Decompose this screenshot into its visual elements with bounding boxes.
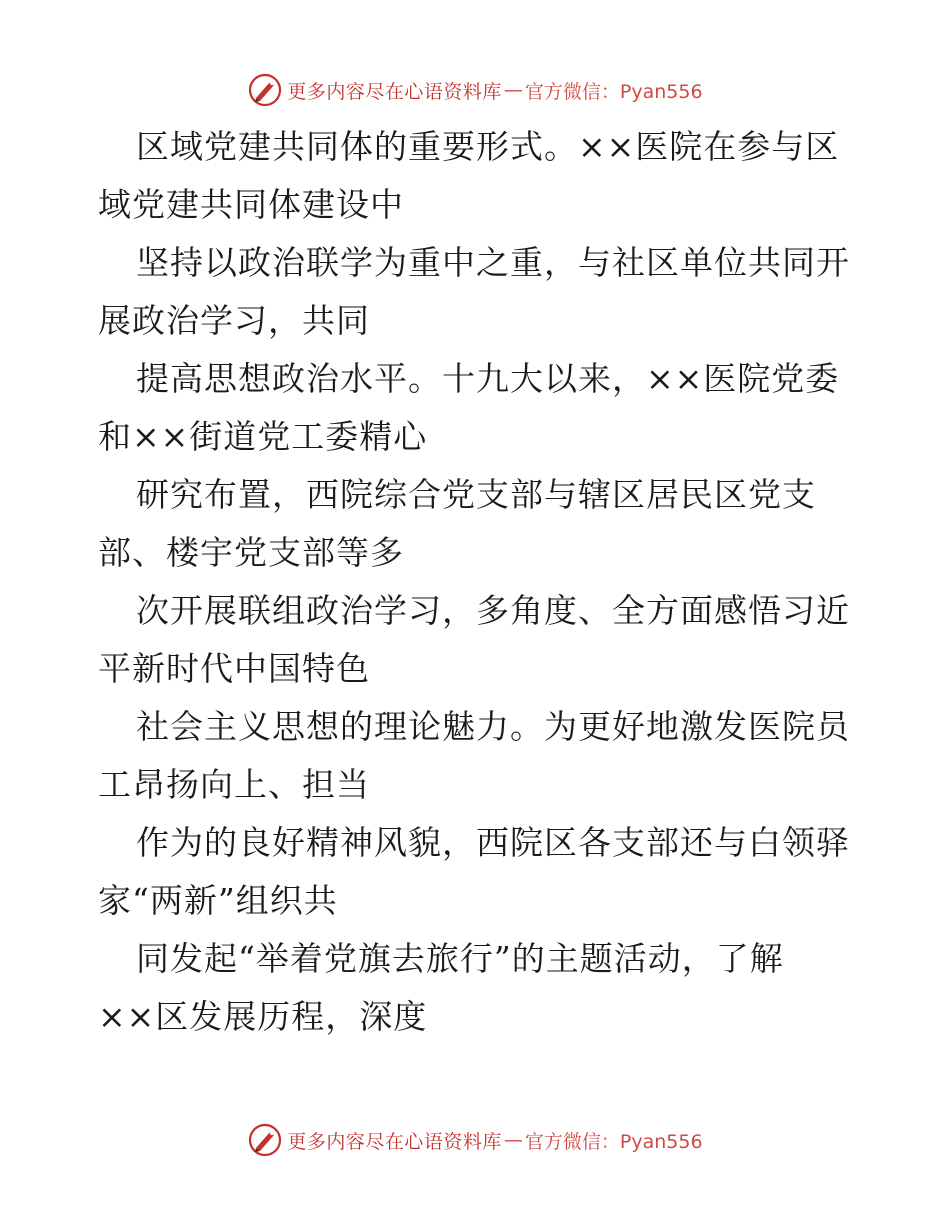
body-line: 作为的良好精神风貌，西院区各支部还与白领驿 xyxy=(136,823,850,862)
pen-logo-icon xyxy=(247,1122,283,1158)
document-body xyxy=(98,118,858,1046)
banner-title: 更多内容尽在心语资料库 xyxy=(287,1130,502,1153)
header-banner xyxy=(0,68,950,112)
banner-dash: — xyxy=(503,1129,523,1151)
body-line: ××区发展历程，深度 xyxy=(98,997,428,1036)
body-line: 坚持以政治联学为重中之重，与社区单位共同开 xyxy=(136,243,850,282)
footer-banner xyxy=(0,1118,950,1162)
banner-dash: — xyxy=(503,79,523,101)
banner-wechat: 官方微信：Pyan556 xyxy=(524,1130,703,1153)
body-line: 平新时代中国特色 xyxy=(98,649,370,688)
body-line: 工昂扬向上、担当 xyxy=(98,765,370,804)
body-line: 研究布置，西院综合党支部与辖区居民区党支 xyxy=(136,475,816,514)
body-line: 家“两新”组织共 xyxy=(98,881,338,920)
banner-wechat: 官方微信：Pyan556 xyxy=(524,80,703,103)
banner-title: 更多内容尽在心语资料库 xyxy=(287,80,502,103)
body-line: 社会主义思想的理论魅力。为更好地激发医院员 xyxy=(136,707,850,746)
body-line: 区域党建共同体的重要形式。××医院在参与区 xyxy=(136,127,840,166)
body-line: 域党建共同体建设中 xyxy=(98,185,404,224)
body-line: 和××街道党工委精心 xyxy=(98,417,428,456)
pen-logo-icon xyxy=(247,72,283,108)
body-line: 提高思想政治水平。十九大以来，××医院党委 xyxy=(136,359,840,398)
body-line: 展政治学习，共同 xyxy=(98,301,370,340)
body-line: 次开展联组政治学习，多角度、全方面感悟习近 xyxy=(136,591,850,630)
body-line: 同发起“举着党旗去旅行”的主题活动，了解 xyxy=(136,939,784,978)
body-line: 部、楼宇党支部等多 xyxy=(98,533,404,572)
